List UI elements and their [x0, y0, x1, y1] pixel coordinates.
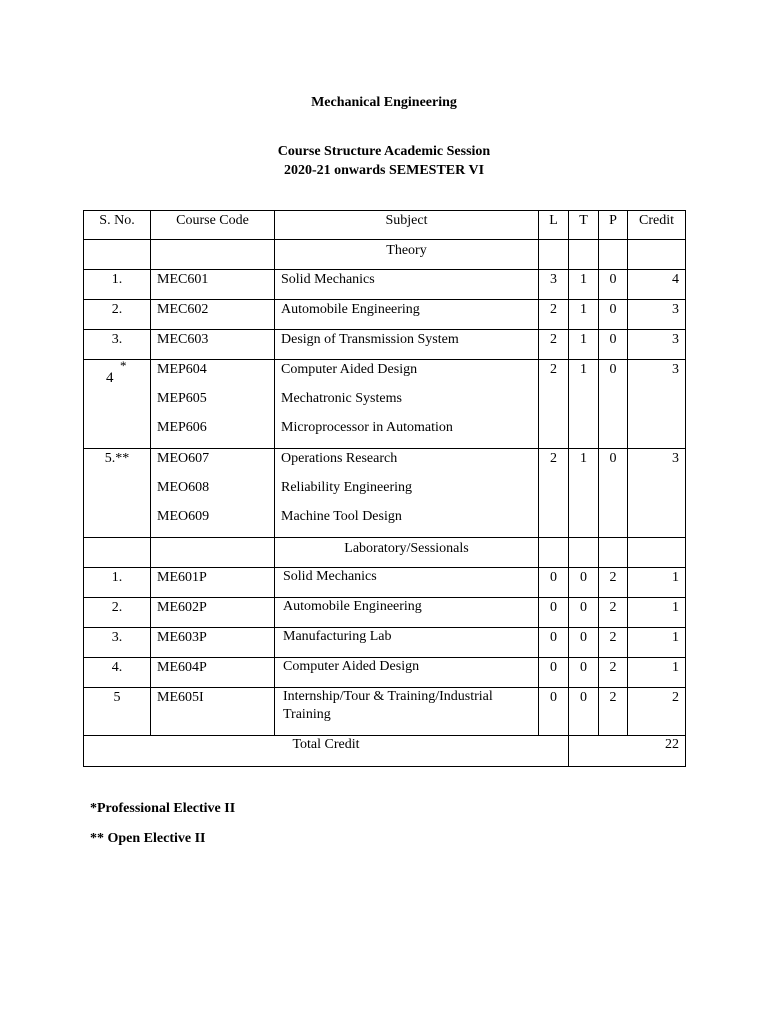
table-row	[84, 658, 686, 688]
credit-cell: 4	[628, 270, 686, 300]
t-cell: 0	[569, 688, 599, 736]
p-cell: 2	[599, 568, 628, 598]
table-row	[84, 360, 686, 449]
l-cell: 0	[539, 568, 569, 598]
course-code-cell: ME602P	[151, 598, 275, 628]
t-cell: 0	[569, 568, 599, 598]
credit-cell: 3	[628, 449, 686, 538]
course-code-cell: ME603P	[151, 628, 275, 658]
theory-label: Theory	[275, 240, 539, 270]
credit-cell: 1	[628, 658, 686, 688]
total-credit-value: 22	[569, 736, 686, 767]
subject-cell: Computer Aided Design	[275, 658, 539, 688]
t-cell: 1	[569, 300, 599, 330]
total-row	[84, 736, 686, 767]
course-structure-title: Course Structure Academic Session	[277, 144, 491, 159]
lab-label: Laboratory/Sessionals	[275, 538, 539, 568]
course-code-cell: MEC601	[151, 270, 275, 300]
credit-cell: 1	[628, 628, 686, 658]
subject-cell: Solid Mechanics	[275, 270, 539, 300]
header-t: T	[569, 211, 599, 240]
subject-name: Operations Research	[281, 451, 398, 466]
subject-cell: Automobile Engineering	[275, 598, 539, 628]
subject-cell: Design of Transmission System	[275, 330, 539, 360]
l-cell: 0	[539, 598, 569, 628]
theory-section-row	[84, 240, 686, 270]
sno-cell	[84, 360, 151, 449]
t-cell: 1	[569, 360, 599, 449]
course-code-cell: MEC602	[151, 300, 275, 330]
sno-cell: 1.	[84, 270, 151, 300]
sno-cell: 1.	[84, 568, 151, 598]
t-cell: 0	[569, 598, 599, 628]
table-row	[84, 270, 686, 300]
subject-cell	[275, 360, 539, 449]
subject-name: Machine Tool Design	[281, 509, 402, 524]
course-code: MEO607	[157, 451, 210, 466]
l-cell: 0	[539, 628, 569, 658]
credit-cell: 2	[628, 688, 686, 736]
subject-cell	[275, 449, 539, 538]
p-cell: 0	[599, 360, 628, 449]
course-structure-table	[83, 210, 686, 767]
course-code: MEO609	[157, 509, 210, 524]
table-row	[84, 330, 686, 360]
total-credit-label: Total Credit	[84, 736, 569, 767]
l-cell: 0	[539, 658, 569, 688]
header-subject: Subject	[275, 211, 539, 240]
table-row	[84, 688, 686, 736]
course-code-cell: ME605I	[151, 688, 275, 736]
credit-cell: 3	[628, 360, 686, 449]
table-row	[84, 449, 686, 538]
p-cell: 0	[599, 300, 628, 330]
professional-elective-note: *Professional Elective II	[90, 801, 236, 816]
t-cell: 1	[569, 270, 599, 300]
t-cell: 0	[569, 658, 599, 688]
l-cell: 2	[539, 449, 569, 538]
subject-name: Mechatronic Systems	[281, 391, 402, 406]
sno-cell: 2.	[84, 598, 151, 628]
lab-section-row	[84, 538, 686, 568]
sno-number: 4	[106, 370, 114, 386]
credit-cell: 1	[628, 568, 686, 598]
course-code-cell: MEC603	[151, 330, 275, 360]
table-row	[84, 628, 686, 658]
p-cell: 2	[599, 658, 628, 688]
course-code-cell	[151, 360, 275, 449]
sno-cell: 5	[84, 688, 151, 736]
open-elective-note: ** Open Elective II	[90, 831, 206, 846]
p-cell: 0	[599, 270, 628, 300]
t-cell: 1	[569, 330, 599, 360]
sno-cell: 2.	[84, 300, 151, 330]
header-p: P	[599, 211, 628, 240]
course-code: MEO608	[157, 480, 210, 495]
t-cell: 0	[569, 628, 599, 658]
subject-cell: Internship/Tour & Training/Industrial Training	[275, 688, 539, 736]
course-code-cell	[151, 449, 275, 538]
l-cell: 2	[539, 330, 569, 360]
header-sno: S. No.	[84, 211, 151, 240]
header-l: L	[539, 211, 569, 240]
semester-title: 2020-21 onwards SEMESTER VI	[283, 163, 485, 178]
course-code: MEP606	[157, 420, 207, 435]
table-row	[84, 300, 686, 330]
department-title: Mechanical Engineering	[311, 95, 457, 110]
subject-name: Reliability Engineering	[281, 480, 413, 495]
subject-name: Computer Aided Design	[281, 362, 418, 377]
course-code: MEP605	[157, 391, 207, 406]
header-course-code: Course Code	[151, 211, 275, 240]
course-code-cell: ME601P	[151, 568, 275, 598]
sno-cell: 4.	[84, 658, 151, 688]
p-cell: 2	[599, 628, 628, 658]
l-cell: 2	[539, 360, 569, 449]
p-cell: 0	[599, 449, 628, 538]
sno-elective-mark: *	[120, 358, 127, 373]
p-cell: 2	[599, 688, 628, 736]
table-header-row	[84, 211, 686, 240]
l-cell: 2	[539, 300, 569, 330]
p-cell: 2	[599, 598, 628, 628]
sno-cell: 5.**	[84, 449, 151, 538]
course-code-cell: ME604P	[151, 658, 275, 688]
credit-cell: 3	[628, 330, 686, 360]
subject-cell: Automobile Engineering	[275, 300, 539, 330]
sno-cell: 3.	[84, 628, 151, 658]
subject-name: Microprocessor in Automation	[281, 420, 453, 435]
table-row	[84, 568, 686, 598]
credit-cell: 3	[628, 300, 686, 330]
t-cell: 1	[569, 449, 599, 538]
subject-cell: Solid Mechanics	[275, 568, 539, 598]
l-cell: 3	[539, 270, 569, 300]
course-code: MEP604	[157, 362, 207, 377]
l-cell: 0	[539, 688, 569, 736]
p-cell: 0	[599, 330, 628, 360]
table-row	[84, 598, 686, 628]
credit-cell: 1	[628, 598, 686, 628]
subject-cell: Manufacturing Lab	[275, 628, 539, 658]
header-credit: Credit	[628, 211, 686, 240]
sno-cell: 3.	[84, 330, 151, 360]
